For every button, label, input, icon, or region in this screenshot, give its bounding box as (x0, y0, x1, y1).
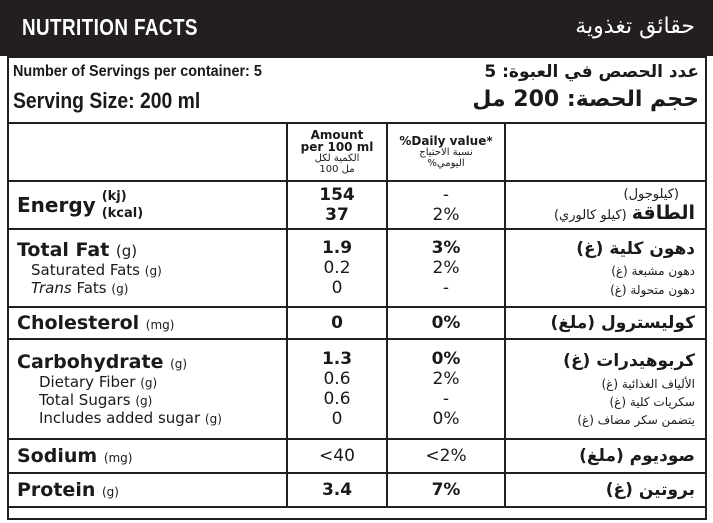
energy-amount: 154 37 (287, 181, 387, 229)
title-bar (0, 0, 713, 56)
serving-size-en: Serving Size: 200 ml (13, 88, 201, 113)
nutrient-table (9, 122, 705, 508)
servings-per-container-en: Number of Servings per container: 5 (13, 63, 262, 80)
servings-per-container-ar: عدد الحصص في العبوة: 5 (484, 62, 699, 82)
table-row-carbohydrate: Carbohydrate (g) Dietary Fiber (g) Total Sugars (g) Includes added sugar (g) 1.3 0.6 0.6 0 0% 2% - 0% كربوهيدرات (غ) الألياف الغذائية (غ) سكريات كلية (غ) يتضمن سكر مضاف (غ) (9, 339, 705, 439)
daily-value-column-header: %Daily value* نسبة الاحتياج اليومي% (387, 123, 505, 181)
serving-info (9, 58, 705, 124)
table-row-fat: Total Fat (g) Saturated Fats (g) Trans Fats (g) 1.9 0.2 0 3% 2% - دهون كلية (غ) دهون مشبعة (غ) دهون متحولة (غ) (9, 229, 705, 307)
energy-dv: - 2% (387, 181, 505, 229)
table-row-energy: Energy (kj) (kcal) 154 37 - 2% (كيلوجول) الطاقة (كيلو كالوري) (9, 181, 705, 229)
facts-box (7, 56, 707, 520)
energy-ar: (كيلوجول) الطاقة (كيلو كالوري) (505, 181, 705, 229)
header-blank-left (9, 123, 287, 181)
serving-size-ar: حجم الحصة: 200 مل (472, 87, 699, 112)
table-row-sodium: Sodium (mg) <40 <2% صوديوم (ملغ) (9, 439, 705, 473)
title-en: NUTRITION FACTS (22, 14, 198, 40)
table-row-cholesterol: Cholesterol (mg) 0 0% كوليسترول (ملغ) (9, 307, 705, 339)
table-row-protein: Protein (g) 3.4 7% بروتين (غ) (9, 473, 705, 507)
energy-label: Energy (17, 193, 96, 217)
amount-column-header: Amount per 100 ml الكمية لكل 100 مل (287, 123, 387, 181)
title-ar: حقائق تغذوية (575, 14, 695, 39)
header-blank-right (505, 123, 705, 181)
table-header-row (9, 123, 705, 181)
